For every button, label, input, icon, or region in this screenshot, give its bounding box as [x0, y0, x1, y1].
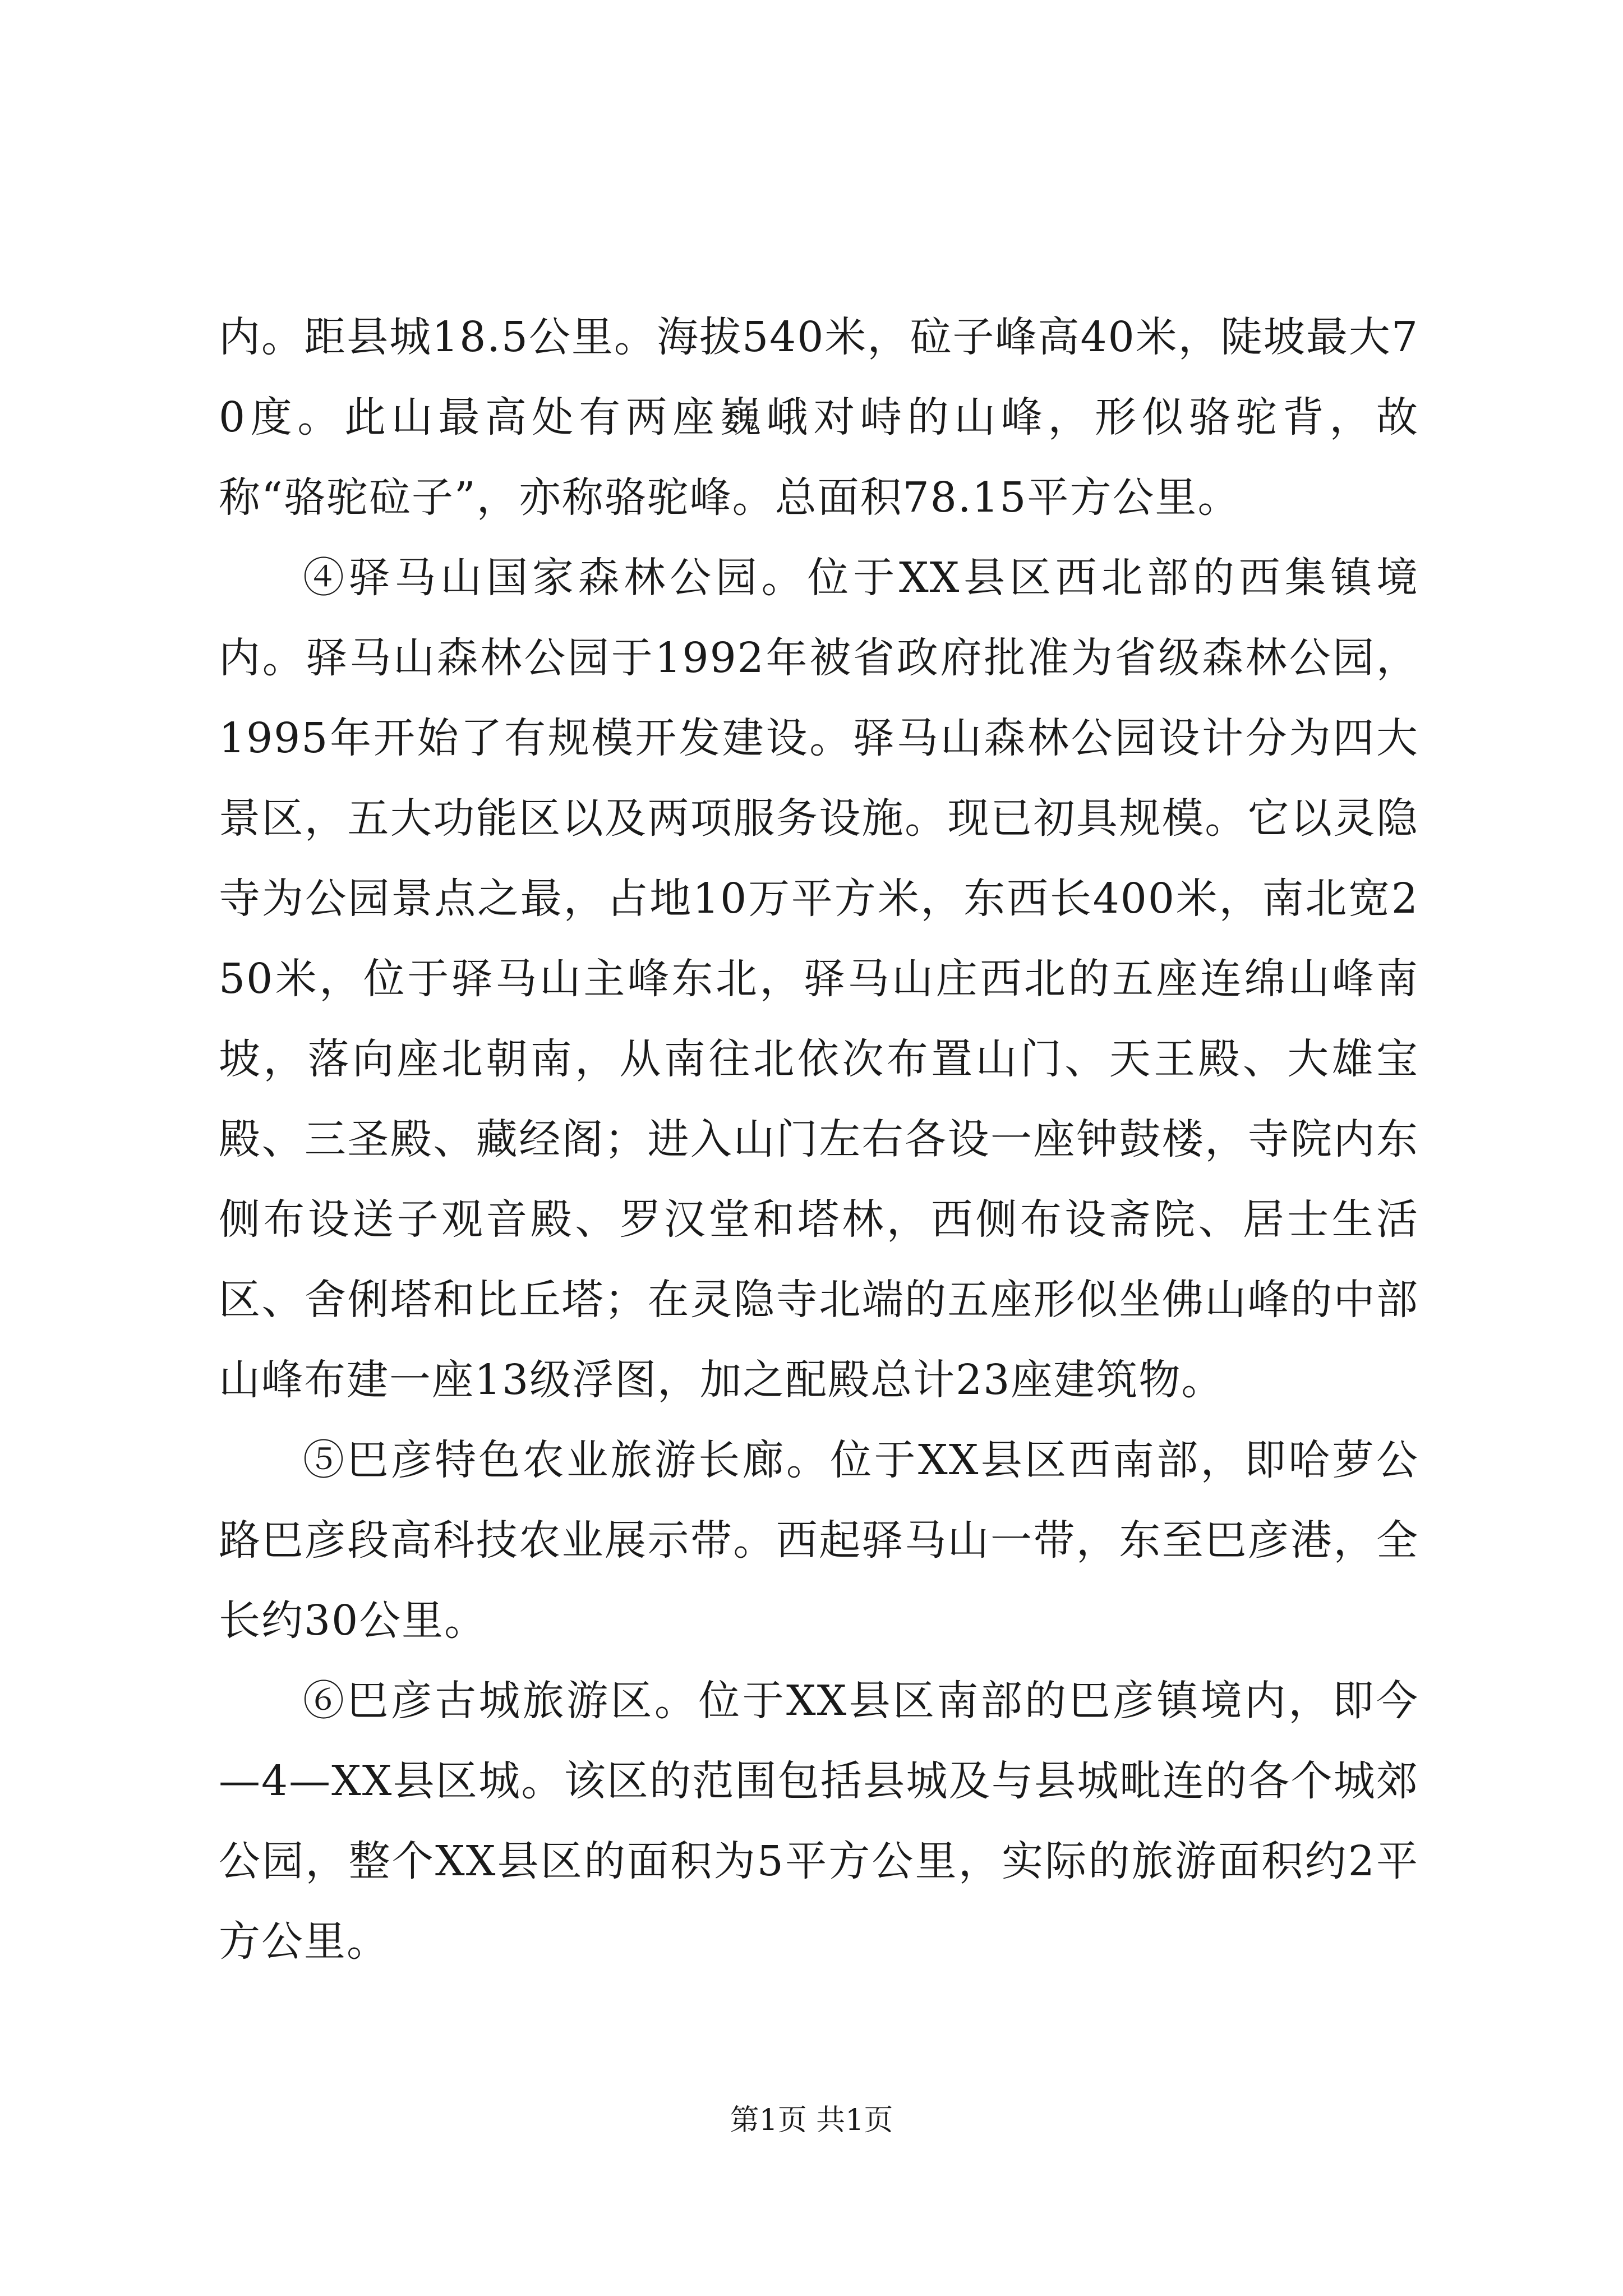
page-number-footer: 第1页 共1页 — [730, 2104, 893, 2137]
paragraph-1: 内。距县城18.5公里。海拔540米，砬子峰高40米，陡坡最大70度。此山最高处有两座巍峨对峙的山峰，形似骆驼背，故称“骆驼砬子”，亦称骆驼峰。总面积78.15平方公里。 — [219, 313, 1419, 522]
paragraph-4: ⑥巴彦古城旅游区。位于XX县区南部的巴彦镇境内，即今—4—XX县区城。该区的范围包括县城及与县城毗连的各个城郊公园，整个XX县区的面积为5平方公里，实际的旅游面积约2平方公里。 — [219, 1677, 1419, 1966]
paragraph-3: ⑤巴彦特色农业旅游长廊。位于XX县区西南部，即哈萝公路巴彦段高科技农业展示带。西起驿马山一带，东至巴彦港，全长约30公里。 — [219, 1436, 1419, 1645]
document-body — [219, 297, 1419, 1982]
paragraph-2: ④驿马山国家森林公园。位于XX县区西北部的西集镇境内。驿马山森林公园于1992年被省政府批准为省级森林公园，1995年开始了有规模开发建设。驿马山森林公园设计分为四大景区，五大功能区以及两项服务设施。现已初具规模。它以灵隐寺为公园景点之最，占地10万平方米，东西长400米，南北宽250米，位于驿马山主峰东北，驿马山庄西北的五座连绵山峰南坡，落向座北朝南，从南往北依次布置山门、天王殿、大雄宝殿、三圣殿、藏经阁；进入山门左右各设一座钟鼓楼，寺院内东侧布设送子观音殿、罗汉堂和塔林，西侧布设斋院、居士生活区、舍俐塔和比丘塔；在灵隐寺北端的五座形似坐佛山峰的中部山峰布建一座13级浮图，加之配殿总计23座建筑物。 — [219, 554, 1419, 1404]
